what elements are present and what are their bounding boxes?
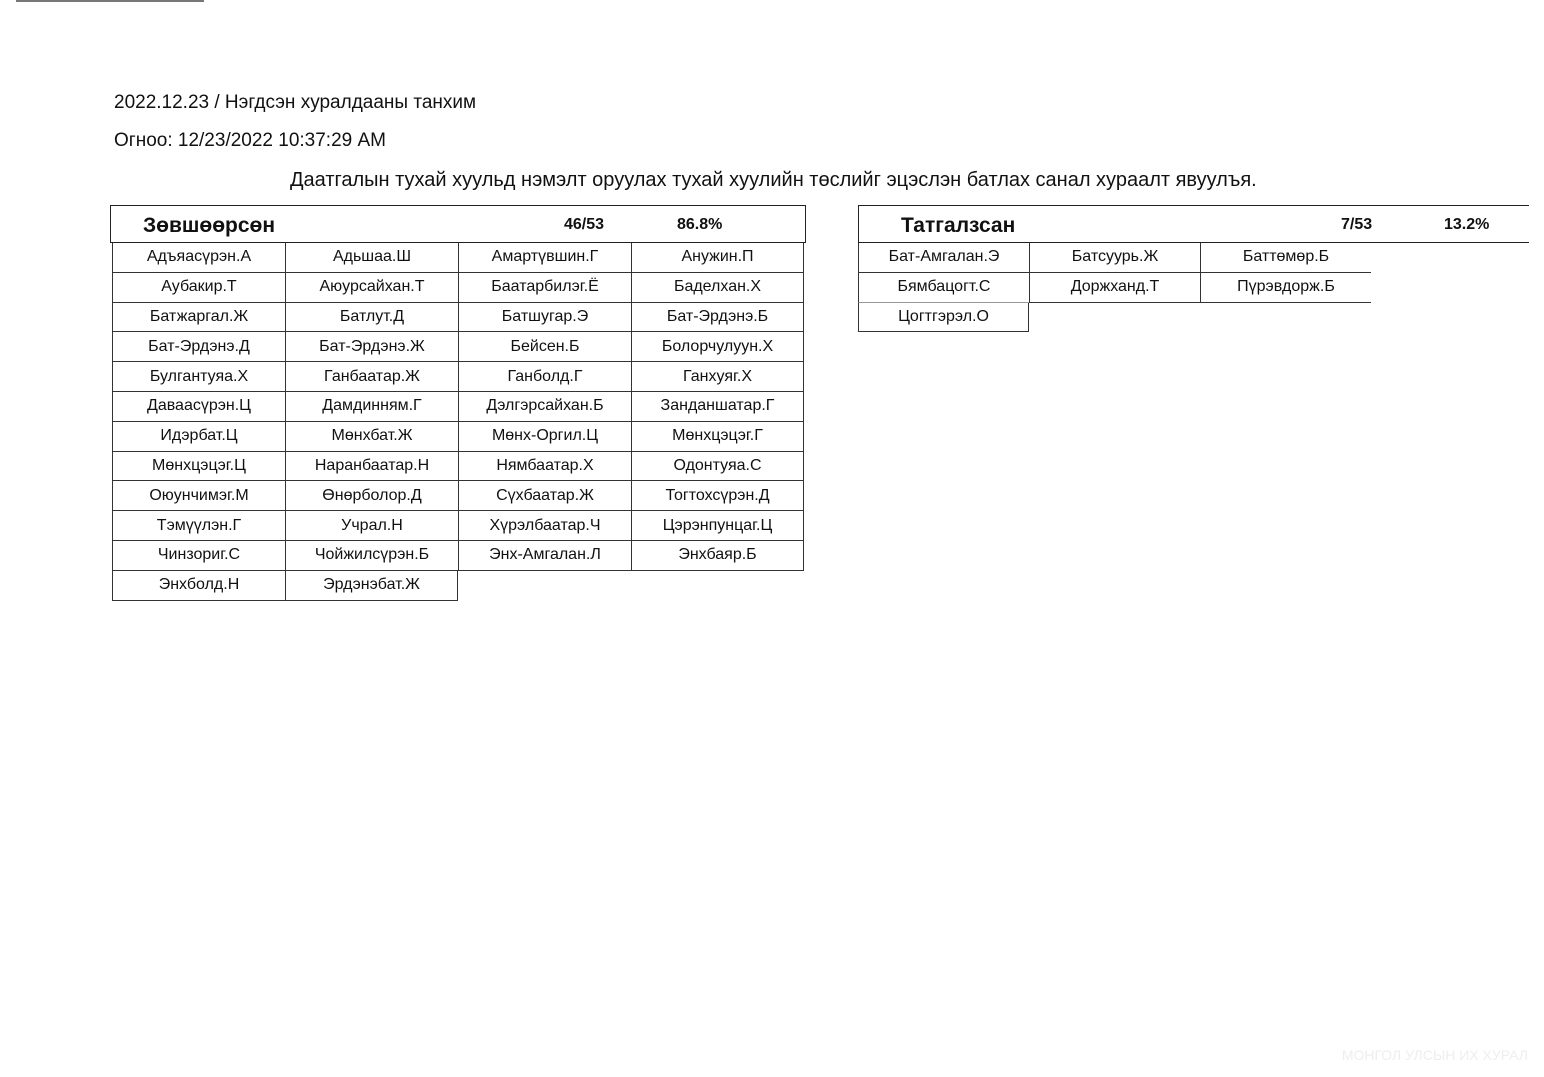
member-name-cell: Нямбаатар.Х (458, 452, 631, 482)
member-name-cell: Тэмүүлэн.Г (112, 511, 285, 541)
approved-header (110, 205, 806, 243)
member-name-cell: Хүрэлбаатар.Ч (458, 511, 631, 541)
member-name-cell: Бейсен.Б (458, 332, 631, 362)
rejected-members-grid (858, 243, 1529, 332)
member-name-cell: Батлут.Д (285, 303, 458, 333)
rejected-count: 7/53 (1341, 216, 1373, 233)
member-name-cell: Тогтохсүрэн.Д (631, 481, 804, 511)
member-name-cell: Аубакир.Т (112, 273, 285, 303)
member-name-cell: Занданшатар.Г (631, 392, 804, 422)
member-name-cell: Ганхуяг.Х (631, 362, 804, 392)
member-name-cell: Сүхбаатар.Ж (458, 481, 631, 511)
member-name-cell: Өнөрболор.Д (285, 481, 458, 511)
member-name-cell: Мөнхцэцэг.Г (631, 422, 804, 452)
member-name-cell: Чойжилсүрэн.Б (285, 541, 458, 571)
member-name-cell: Бат-Эрдэнэ.Д (112, 332, 285, 362)
member-name-cell: Цогтгэрэл.О (858, 303, 1029, 333)
member-name-cell: Энхбаяр.Б (631, 541, 804, 571)
member-name-cell: Булгантуяа.Х (112, 362, 285, 392)
member-name-cell: Оюунчимэг.М (112, 481, 285, 511)
member-name-cell: Батшугар.Э (458, 303, 631, 333)
member-name-cell: Батсуурь.Ж (1029, 243, 1200, 273)
approved-label: Зөвшөөрсөн (143, 214, 276, 237)
member-name-cell: Бат-Эрдэнэ.Ж (285, 332, 458, 362)
member-name-cell: Баттөмөр.Б (1200, 243, 1371, 273)
session-header: 2022.12.23 / Нэгдсэн хуралдааны танхим (114, 92, 477, 113)
member-name-cell: Цэрэнпунцаг.Ц (631, 511, 804, 541)
member-name-cell: Мөнхбат.Ж (285, 422, 458, 452)
rejected-percent: 13.2% (1444, 216, 1490, 233)
member-name-cell: Наранбаатар.Н (285, 452, 458, 482)
member-name-cell: Аюурсайхан.Т (285, 273, 458, 303)
member-name-cell: Пүрэвдорж.Б (1200, 273, 1371, 303)
member-name-cell: Баатарбилэг.Ё (458, 273, 631, 303)
member-name-cell: Мөнх-Оргил.Ц (458, 422, 631, 452)
vote-datetime: Огноо: 12/23/2022 10:37:29 AM (114, 130, 387, 151)
member-name-cell: Дамдинням.Г (285, 392, 458, 422)
member-name-cell: Идэрбат.Ц (112, 422, 285, 452)
member-name-cell: Бат-Амгалан.Э (858, 243, 1029, 273)
approved-percent: 86.8% (677, 216, 723, 233)
member-name-cell: Амартүвшин.Г (458, 243, 631, 273)
member-name-cell: Мөнхцэцэг.Ц (112, 452, 285, 482)
member-name-cell: Адьшаа.Ш (285, 243, 458, 273)
member-name-cell: Ганбаатар.Ж (285, 362, 458, 392)
rejected-label: Татгалзсан (901, 214, 1016, 237)
approved-block (110, 205, 806, 601)
member-name-cell: Адъяасүрэн.А (112, 243, 285, 273)
member-name-cell: Батжаргал.Ж (112, 303, 285, 333)
member-name-cell: Учрал.Н (285, 511, 458, 541)
member-name-cell: Энх-Амгалан.Л (458, 541, 631, 571)
member-name-cell: Ганболд.Г (458, 362, 631, 392)
member-name-cell: Энхболд.Н (112, 571, 285, 601)
member-name-cell: Одонтуяа.С (631, 452, 804, 482)
member-name-cell: Анужин.П (631, 243, 804, 273)
member-name-cell: Болорчулуун.Х (631, 332, 804, 362)
vote-title: Даатгалын тухай хуульд нэмэлт оруулах тухай хуулийн төслийг эцэслэн батлах санал хураалт явуулъя. (290, 169, 1257, 191)
top-scan-line (16, 0, 204, 2)
member-name-cell: Доржханд.Т (1029, 273, 1200, 303)
member-name-cell: Баделхан.Х (631, 273, 804, 303)
rejected-block (858, 205, 1529, 332)
member-name-cell: Эрдэнэбат.Ж (285, 571, 458, 601)
member-name-cell: Дэлгэрсайхан.Б (458, 392, 631, 422)
approved-count: 46/53 (564, 216, 605, 233)
rejected-header (858, 205, 1529, 243)
member-name-cell: Бат-Эрдэнэ.Б (631, 303, 804, 333)
watermark-text: МОНГОЛ УЛСЫН ИХ ХУРАЛ (1341, 1047, 1528, 1063)
member-name-cell: Чинзориг.С (112, 541, 285, 571)
approved-members-grid (112, 243, 806, 601)
member-name-cell: Даваасүрэн.Ц (112, 392, 285, 422)
member-name-cell: Бямбацогт.С (858, 273, 1029, 303)
